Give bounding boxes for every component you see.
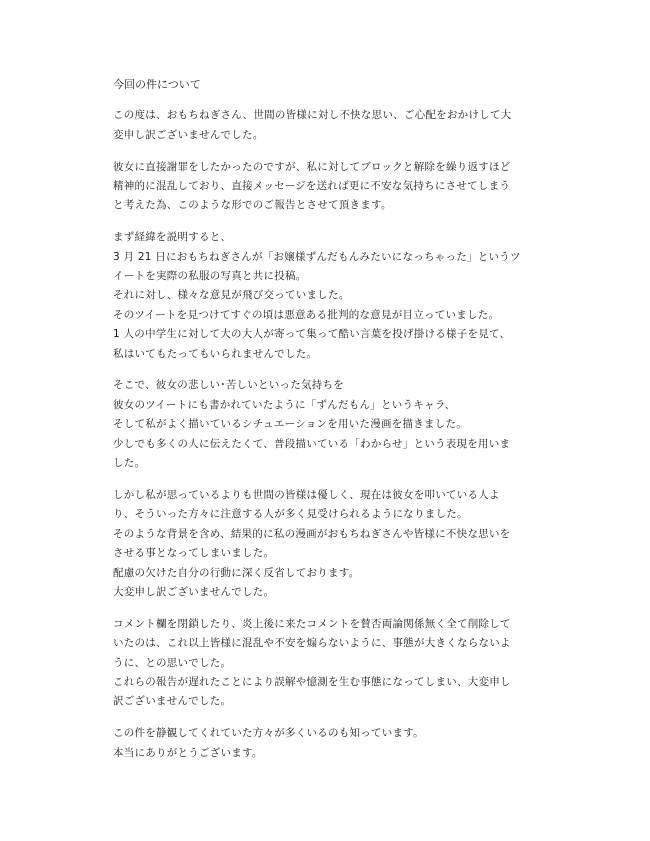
paragraph-line: うに、との思いでした。: [113, 656, 232, 669]
paragraph: [113, 724, 533, 763]
paragraph: [113, 158, 533, 216]
paragraph-line: 彼女に直接謝罪をしたかったのですが、私に対してブロックと解除を繰り返すほど: [113, 160, 511, 173]
paragraph-line: コメント欄を閉鎖したり、炎上後に来たコメントを賛否両論関係無く全て削除して: [113, 617, 511, 630]
paragraph-line: と考えた為、このような形でのご報告とさせて頂きます。: [113, 199, 392, 212]
paragraph-line: させる事となってしまいました。: [113, 547, 275, 560]
paragraph-line: この件を静観してくれていた方々が多くいるのも知っています。: [113, 727, 424, 740]
paragraph-line: そのような背景を含め、結果的に私の漫画がおもちねぎさんや皆様に不快な思いを: [113, 527, 511, 540]
paragraph-line: そして私がよく描いているシチュエーションを用いた漫画を描きました。: [113, 418, 468, 431]
paragraph-line: イートを実際の私服の写真と共に投稿。: [113, 270, 307, 283]
paragraph-line: いたのは、これ以上皆様に混乱や不安を煽らないように、事態が大きくならないよ: [113, 637, 511, 650]
paragraph-line: 彼女のツイートにも書かれていたように「ずんだもん」というキャラ、: [113, 398, 456, 411]
document-title: 今回の件について: [113, 78, 201, 91]
paragraph-line: 精神的に混乱しており、直接メッセージを送れば更に不安な気持ちにさせてしまう: [113, 180, 511, 193]
paragraph-line: まず経緯を説明すると、: [113, 231, 232, 244]
paragraph-line: 本当にありがとうございます。: [113, 746, 263, 759]
paragraph-line: そのツイートを見つけてすぐの頃は悪意ある批判的な意見が目立っていました。: [113, 308, 500, 321]
paragraph-line: 私はいてもたってもいられませんでした。: [113, 347, 318, 360]
paragraph-line: そこで、彼女の悲しい･苦しいといった気持ちを: [113, 379, 345, 392]
paragraph-line: それに対し、様々な意見が飛び交っていました。: [113, 289, 350, 302]
paragraph: [113, 486, 533, 602]
paragraph: [113, 228, 533, 364]
paragraph-line: 配慮の欠けた自分の行動に深く反省しております。: [113, 566, 360, 579]
paragraph-line: この度は、おもちねぎさん、世間の皆様に対し不快な思い、ご心配をおかけして大: [113, 109, 512, 122]
document-body: [113, 75, 533, 775]
paragraph-line: 大変申し訳ございませんでした。: [113, 585, 275, 598]
paragraph-line: した。: [113, 457, 146, 470]
paragraph-line: しかし私が思っているよりも世間の皆様は優しく、現在は彼女を叩いている人よ: [113, 488, 500, 501]
paragraph-line: 変申し訳ございませんでした。: [113, 128, 264, 141]
paragraph-line: 3 月 21 日におもちねぎさんが「お嬢様ずんだもんみたいになっちゃった」というツ: [113, 250, 521, 263]
paragraph-line: これらの報告が遅れたことにより誤解や憶測を生む事態になってしまい、大変申し: [113, 675, 511, 688]
paragraph: [113, 376, 533, 473]
paragraph: [113, 106, 533, 145]
paragraph-line: 少しでも多くの人に伝えたくて、普段描いている「わからせ」という表現を用いま: [113, 437, 511, 450]
paragraph-line: り、そういった方々に注意する人が多く見受けられるようになりました。: [113, 508, 468, 521]
document-paragraphs: [113, 106, 533, 763]
paragraph-line: 1 人の中学生に対して大の大人が寄って集って酷い言葉を投げ掛ける様子を見て、: [113, 328, 511, 341]
paragraph-line: 訳ございませんでした。: [113, 695, 232, 708]
paragraph: [113, 615, 533, 712]
